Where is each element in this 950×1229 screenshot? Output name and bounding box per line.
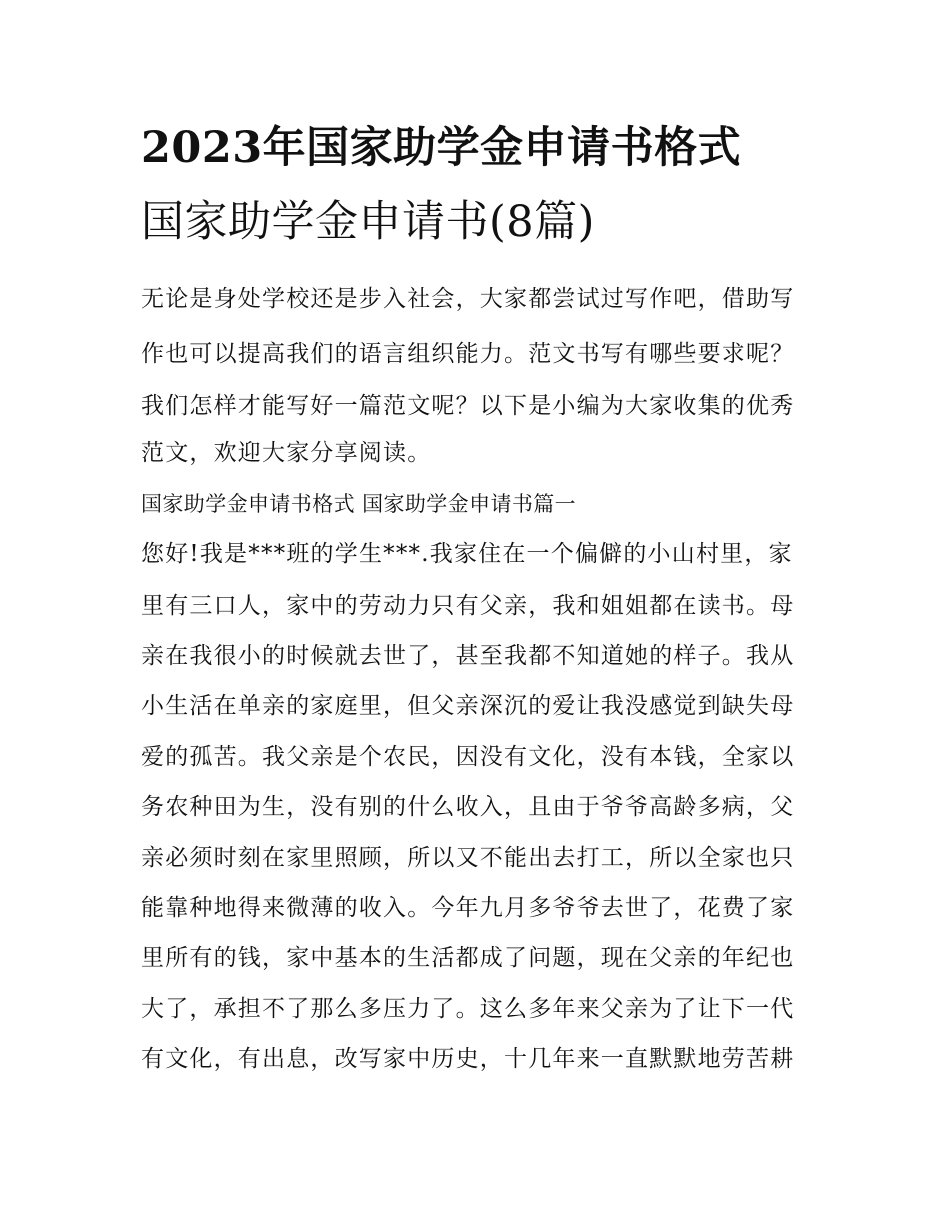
intro-line: 无论是身处学校还是步入社会，大家都尝试过写作吧，借助写 — [141, 286, 795, 312]
document-title-line-1: 2023年国家助学金申请书格式 — [141, 123, 742, 173]
body-line: 里有三口人，家中的劳动力只有父亲，我和姐姐都在读书。母 — [141, 593, 795, 619]
intro-line: 范文，欢迎大家分享阅读。 — [141, 440, 432, 466]
body-line: 能靠种地得来微薄的收入。今年九月多爷爷去世了，花费了家 — [141, 895, 795, 921]
document-title-line-2: 国家助学金申请书(8篇) — [141, 197, 595, 247]
body-line: 爱的孤苦。我父亲是个农民，因没有文化，没有本钱，全家以 — [141, 744, 795, 770]
intro-line: 作也可以提高我们的语言组织能力。范文书写有哪些要求呢？ — [141, 341, 795, 367]
body-line: 您好!我是***班的学生***.我家住在一个偏僻的小山村里，家 — [141, 541, 793, 567]
intro-line: 我们怎样才能写好一篇范文呢？以下是小编为大家收集的优秀 — [141, 393, 795, 419]
body-line: 小生活在单亲的家庭里，但父亲深沉的爱让我没感觉到缺失母 — [141, 693, 795, 719]
body-line: 亲在我很小的时候就去世了，甚至我都不知道她的样子。我从 — [141, 643, 795, 669]
section-heading: 国家助学金申请书格式 国家助学金申请书篇一 — [141, 492, 577, 516]
body-line: 大了，承担不了那么多压力了。这么多年来父亲为了让下一代 — [141, 996, 795, 1022]
body-line: 务农种田为生，没有别的什么收入，且由于爷爷高龄多病，父 — [141, 794, 795, 820]
body-line: 有文化，有出息，改写家中历史，十几年来一直默默地劳苦耕 — [141, 1046, 795, 1072]
body-line: 里所有的钱，家中基本的生活都成了问题，现在父亲的年纪也 — [141, 945, 795, 971]
body-line: 亲必须时刻在家里照顾，所以又不能出去打工，所以全家也只 — [141, 845, 795, 871]
